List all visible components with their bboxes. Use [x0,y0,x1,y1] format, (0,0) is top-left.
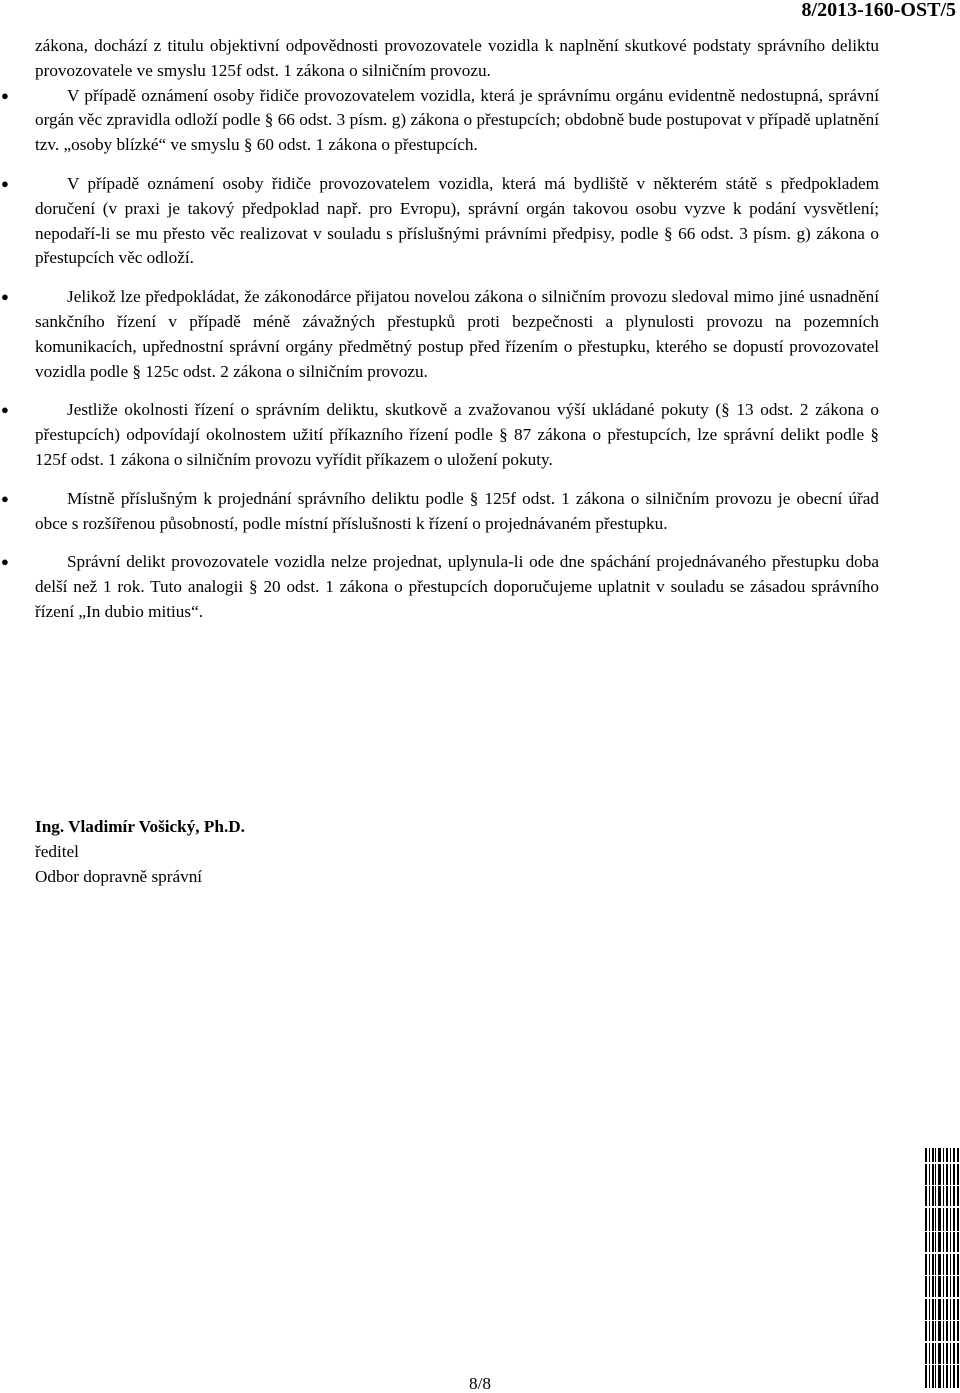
bullet-item-text: Jelikož lze předpokládat, že zákonodárce přijatou novelou zákona o silničním provozu sledoval mimo jiné usnadnění sankčního řízení v případě méně závažných přestupků proti bezpečnosti a plynulosti provozu na pozemních komunikacích, upřednostní správní orgány předmětný postup před řízením o přestupku, kterého se dopustí provozovatel vozidla podle § 125c odst. 2 zákona o silničním provozu. [35,287,879,381]
document-body [1,34,879,625]
bullet-item-text: V případě oznámení osoby řidiče provozovatelem vozidla, která má bydliště v některém státě s předpokladem doručení (v praxi je takový předpoklad např. pro Evropu), správní orgán takovou osobu vyzve k podání vysvětlení; nepodaří-li se mu přesto věc realizovat v souladu s příslušnými právními předpisy, podle § 66 odst. 3 písm. g) zákona o přestupcích věc odloží. [35,173,879,268]
bullet-item [1,84,879,158]
bullet-item-text: V případě oznámení osoby řidiče provozovatelem vozidla, která je správnímu orgánu evidentně nedostupná, správní orgán věc zpravidla odloží podle § 66 odst. 3 písm. g) zákona o přestupcích; obdobně bude postupovat v případě uplatnění tzv. „osoby blízké“ ve smyslu § 60 odst. 1 zákona o přestupcích. [35,85,879,155]
bullet-icon: ● [1,289,9,305]
bullet-icon: ● [1,175,9,191]
bullet-icon: ● [1,554,9,570]
signatory-title: ředitel [35,842,79,861]
bullet-item [1,550,879,624]
bullet-item-text: Jestliže okolnosti řízení o správním deliktu, skutkově a zvažovanou výší ukládané pokuty (§ 13 odst. 2 zákona o přestupcích) odpovídají okolnostem užití příkazního řízení podle § 87 zákona o přestupcích, lze správní delikt podle § 125f odst. 1 zákona o silničním provozu vyřídit příkazem o uložení pokuty. [35,400,879,469]
bullet-icon: ● [1,490,9,506]
continuation-paragraph: zákona, dochází z titulu objektivní odpovědnosti provozovatele vozidla k naplnění skutkové podstaty správního deliktu provozovatele ve smyslu 125f odst. 1 zákona o silničním provozu. [35,36,879,80]
bullet-item-text: Správní delikt provozovatele vozidla nelze projednat, uplynula-li ode dne spáchání projednávaného přestupku doba delší než 1 rok. Tuto analogii § 20 odst. 1 zákona o přestupcích doporučujeme uplatnit v souladu se zásadou správního řízení „In dubio mitius“. [35,552,879,621]
bullet-item [1,285,879,384]
signatory-name: Ing. Vladimír Vošický, Ph.D. [35,817,245,836]
barcode-image [925,1148,959,1388]
signatory-department: Odbor dopravně správní [35,867,203,886]
bullet-item-text: Místně příslušným k projednání správního deliktu podle § 125f odst. 1 zákona o silničním provozu je obecní úřad obce s rozšířenou působností, podle místní příslušnosti k řízení o projednávaném přestupku. [35,488,879,533]
bullet-item [1,487,879,537]
bullet-item [1,398,879,472]
bullet-icon: ● [1,402,9,418]
document-reference-number: 8/2013-160-OST/5 [801,0,956,21]
page-number: 8/8 [469,1374,491,1393]
bullet-item [1,172,879,271]
signature-block [35,814,245,889]
bullet-icon: ● [1,87,9,103]
